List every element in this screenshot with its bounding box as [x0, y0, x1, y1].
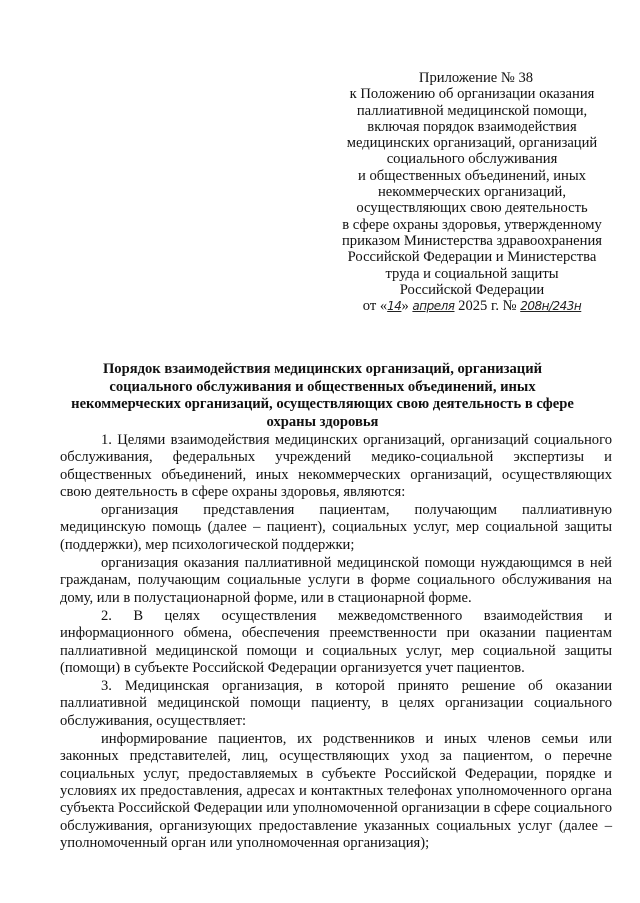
document-body	[60, 432, 612, 853]
body-paragraph: 1. Целями взаимодействия медицинских организаций, организаций социального обслуживания, федеральных учреждений медико-социальной экспертизы и общественных объединений, иных некоммерческих организаций, осуществляющих свою деятельность в сфере охраны здоровья, являются:	[60, 432, 612, 500]
date-mid: »	[401, 298, 409, 315]
body-paragraph: организация представления пациентам, получающим паллиативную медицинскую помощь (далее – пациент), социальных услуг, мер социальной защиты (поддержки), мер психологической поддержки;	[60, 502, 612, 553]
handwritten-order-number: 208н/243н	[520, 299, 582, 314]
handwritten-month: апреля	[412, 299, 455, 314]
header-line: медицинских организаций, организаций	[346, 135, 598, 152]
header-line: Российской Федерации	[399, 281, 545, 298]
header-line: Российской Федерации и Министерства	[347, 249, 597, 266]
header-line: социального обслуживания	[386, 151, 558, 168]
date-prefix: от «	[362, 298, 388, 315]
header-line: и общественных объединений, иных	[358, 167, 586, 184]
header-line: включая порядок взаимодействия	[367, 118, 577, 135]
header-line: некоммерческих организаций,	[377, 184, 567, 201]
header-line: к Положению об организации оказания	[349, 86, 595, 103]
handwritten-day: 14	[387, 299, 402, 314]
header-line: Приложение № 38	[418, 70, 534, 86]
body-paragraph: 3. Медицинская организация, в которой принято решение об оказании паллиативной медицинской помощи пациенту, в целях организации социального обслуживания, осуществляет:	[60, 678, 612, 729]
header-line: приказом Министерства здравоохранения	[342, 232, 602, 249]
body-paragraph: организация оказания паллиативной медицинской помощи нуждающимся в ней гражданам, получающим социальные услуги в форме социального обслуживания на дому, или в полустационарной форме, или в стационарной форме.	[60, 555, 612, 606]
header-line: осуществляющих свою деятельность	[356, 200, 588, 217]
header-line: паллиативной медицинской помощи,	[356, 102, 588, 119]
header-line: в сфере охраны здоровья, утвержденному	[342, 216, 602, 233]
date-year: 2025 г. №	[458, 298, 517, 315]
document-title: Порядок взаимодействия медицинских организаций, организаций социального обслуживания и общественных объединений, иных некоммерческих организаций, осуществляющих свою деятельность в сфере охраны здоровья	[71, 361, 574, 430]
body-paragraph: информирование пациентов, их родственников и иных членов семьи или законных представителей, лиц, осуществляющих уход за пациентом, о перечне социальных услуг, предоставляемых в субъекте Российской Федерации, порядке и условиях их предоставления, адресах и контактных телефонах уполномоченного органа субъекта Российской Федерации или уполномоченной организации в сфере социального обслуживания, организующих предоставление указанных социальных услуг (далее – уполномоченный орган или уполномоченная организация);	[60, 731, 612, 851]
body-paragraph: 2. В целях осуществления межведомственного взаимодействия и информационного обмена, обеспечения преемственности при оказании пациентам паллиативной медицинской помощи и социальных услуг, мер социальной защиты (помощи) в субъекте Российской Федерации организуется учет пациентов.	[60, 607, 612, 676]
header-line: труда и социальной защиты	[385, 265, 559, 282]
appendix-header	[322, 70, 622, 314]
order-date-line	[322, 298, 622, 314]
